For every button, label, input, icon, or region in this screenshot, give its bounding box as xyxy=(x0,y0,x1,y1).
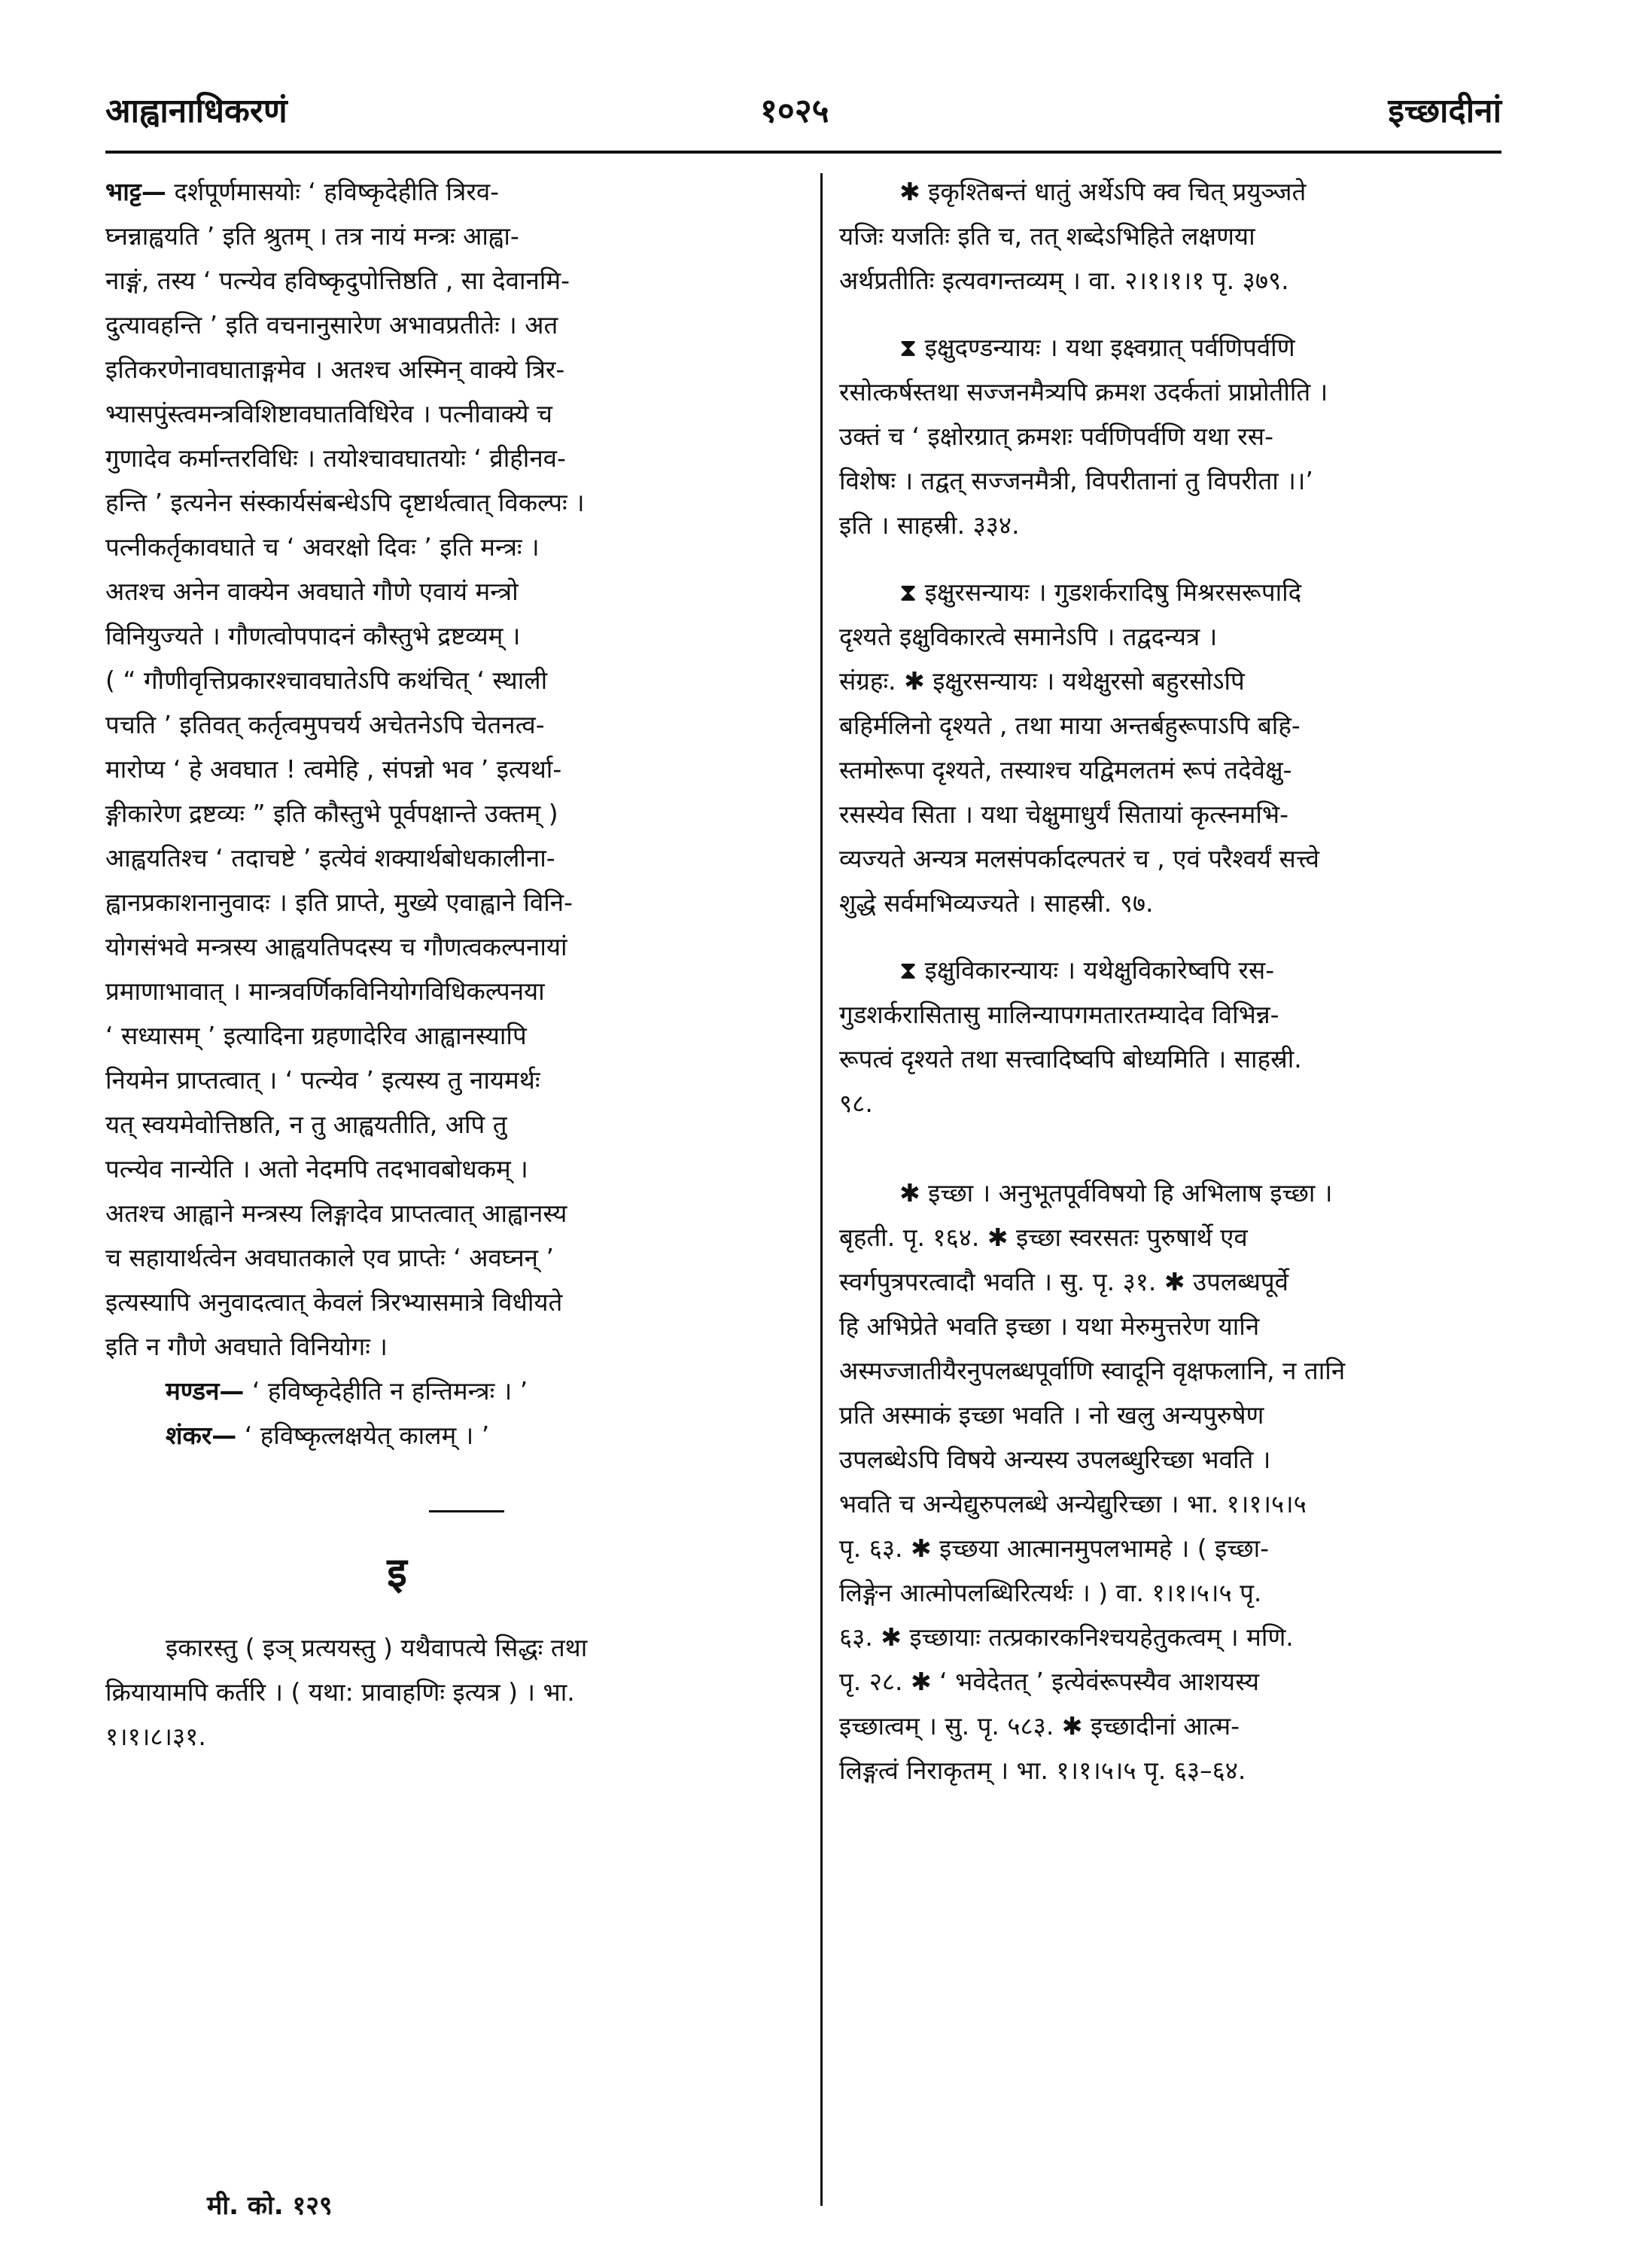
signature-mark: मी. को. १२९ xyxy=(207,2191,333,2221)
line-text: हि अभिप्रेते भवति इच्छा । यथा मेरुमुत्तरेण यानि xyxy=(839,1311,1260,1341)
text-line xyxy=(105,347,786,391)
text-line xyxy=(105,924,786,969)
text-line xyxy=(105,658,786,702)
line-text: गुडशर्करासितासु मालिन्यापगमतारतम्यादेव विभिन्न- xyxy=(839,1000,1279,1029)
text-line xyxy=(105,969,786,1013)
line-text: रूपत्वं दृश्यते तथा सत्त्वादिष्वपि बोध्यमिति । साहस्री. xyxy=(839,1044,1302,1074)
line-text: बहिर्मलिनो दृश्यते , तथा माया अन्तर्बहुरूपाऽपि बहि- xyxy=(839,711,1301,740)
line-text: ९८. xyxy=(839,1089,873,1118)
text-line xyxy=(105,1191,786,1235)
text-line xyxy=(839,1615,1520,1659)
line-text: ‘ हविष्कृत्लक्षयेत् कालम् । ’ xyxy=(244,1421,490,1450)
text-line xyxy=(105,391,786,436)
text-line xyxy=(839,258,1520,303)
text-line xyxy=(105,569,786,614)
text-line xyxy=(105,1670,786,1714)
text-line xyxy=(839,458,1520,503)
line-text: ⧗ इक्षुरसन्यायः । गुडशर्करादिषु मिश्ररसरूपादि xyxy=(899,577,1302,607)
line-text: विनियुज्यते । गौणत्वोपपादनं कौस्तुभे द्रष्टव्यम् । xyxy=(105,621,521,650)
paragraph-gap xyxy=(839,925,1520,948)
text-line xyxy=(839,836,1520,881)
line-text: नियमेन प्राप्तत्वात् । ‘ पत्न्येव ’ इत्यस्य तु नायमर्थः xyxy=(105,1065,540,1095)
line-text: इतिकरणेनावघाताङ्गमेव । अतश्च अस्मिन् वाक्ये त्रिर- xyxy=(105,355,565,384)
running-head-left: आह्वानाधिकरणं xyxy=(105,92,288,130)
text-line xyxy=(839,1437,1520,1482)
line-text: योगसंभवे मन्त्रस्य आह्वयतिपदस्य च गौणत्वकल्पनायां xyxy=(105,932,567,961)
text-line xyxy=(839,1260,1520,1304)
text-line xyxy=(105,1058,786,1102)
section-separator xyxy=(429,1510,504,1512)
text-line xyxy=(105,1413,786,1458)
text-line xyxy=(105,1235,786,1280)
text-line xyxy=(105,614,786,658)
line-text: स्वर्गपुत्रपरत्वादौ भवति । सु. पृ. ३१. ✱ उपलब्धपूर्वे xyxy=(839,1267,1288,1296)
line-text: १।१।८।३१. xyxy=(105,1722,206,1751)
line-text: स्तमोरूपा दृश्यते, तस्याश्च यद्विमलतमं रूपं तदेवेक्षु- xyxy=(839,755,1292,784)
line-text: रसस्येव सिता । यथा चेक्षुमाधुर्यं सितायां कृत्स्नमभि- xyxy=(839,800,1289,829)
text-line xyxy=(839,1393,1520,1437)
paragraph-gap xyxy=(839,1126,1520,1148)
right-column xyxy=(839,169,1520,1793)
running-head-right: इच्छादीनां xyxy=(1388,92,1501,130)
line-text: ✱ इकृश्तिबन्तं धातुं अर्थेऽपि क्व चित् प्रयुञ्जते xyxy=(899,177,1307,206)
text-line xyxy=(105,525,786,569)
line-text: नाङ्गं, तस्य ‘ पत्न्येव हविष्कृदुपोत्तिष्ठति , सा देवानमि- xyxy=(105,266,570,295)
text-line xyxy=(839,948,1520,992)
line-text: ( “ गौणीवृत्तिप्रकारश्चावघातेऽपि कथंचित् ‘ स्थाली xyxy=(105,666,548,695)
page-number: १०२५ xyxy=(760,92,829,130)
speaker-label: भाट्ट— xyxy=(105,177,166,206)
line-text: यत् स्वयमेवोत्तिष्ठति, न तु आह्वयतीति, अपि तु xyxy=(105,1110,507,1139)
line-text: इकारस्तु ( इञ् प्रत्ययस्तु ) यथैवापत्ये सिद्धः तथा xyxy=(166,1633,588,1662)
line-text: ‘ सध्यासम् ’ इत्यादिना ग्रहणादेरिव आह्वानस्यापि xyxy=(105,1021,527,1050)
text-line xyxy=(839,1704,1520,1748)
paragraph-gap xyxy=(839,547,1520,570)
line-text: बृहती. पृ. १६४. ✱ इच्छा स्वरसतः पुरुषार्थे एव xyxy=(839,1223,1248,1252)
text-line xyxy=(839,703,1520,748)
line-text: पत्नीकर्तृकावघाते च ‘ अवरक्षो दिवः ’ इति मन्त्रः । xyxy=(105,532,540,562)
text-line xyxy=(105,1147,786,1191)
line-text: संग्रहः. ✱ इक्षुरसन्यायः । यथेक्षुरसो बहुरसोऽपि xyxy=(839,666,1245,696)
text-line xyxy=(839,370,1520,414)
paragraph-gap xyxy=(839,1148,1520,1171)
line-text: लिङ्गत्वं निराकृतम् । भा. १।१।५।५ पृ. ६३–६४. xyxy=(839,1756,1246,1785)
text-line xyxy=(839,1570,1520,1615)
line-text: भवति च अन्येद्युरुपलब्धे अन्येद्युरिच्छा । भा. १।१।५।५ xyxy=(839,1489,1307,1518)
line-text: भ्यासपुंस्त्वमन्त्रविशिष्टावघातविधिरेव । पत्नीवाक्ये च xyxy=(105,399,552,428)
line-text: लिङ्गेन आत्मोपलब्धिरित्यर्थः । ) वा. १।१।५।५ पृ. xyxy=(839,1578,1262,1607)
line-text: पत्न्येव नान्येति । अतो नेदमपि तदभावबोधकम् । xyxy=(105,1154,528,1183)
text-line xyxy=(839,748,1520,792)
text-line xyxy=(105,1324,786,1369)
paragraph-gap xyxy=(839,303,1520,325)
line-text: इच्छात्वम् । सु. पृ. ५८३. ✱ इच्छादीनां आत्म- xyxy=(839,1711,1240,1741)
text-line xyxy=(839,169,1520,214)
text-line xyxy=(105,702,786,747)
text-line xyxy=(839,1215,1520,1260)
text-line xyxy=(839,570,1520,614)
line-text: ✱ इच्छा । अनुभूतपूर्वविषयो हि अभिलाष इच्छा । xyxy=(899,1178,1333,1208)
line-text: आह्वयतिश्च ‘ तदाचष्टे ’ इत्येवं शक्यार्थबोधकालीना- xyxy=(105,843,555,873)
line-text: अतश्च आह्वाने मन्त्रस्य लिङ्गादेव प्राप्तत्वात् आह्वानस्य xyxy=(105,1199,567,1228)
line-text: दर्शपूर्णमासयोः ‘ हविष्कृदेहीति त्रिरव- xyxy=(174,177,500,206)
text-line xyxy=(839,1081,1520,1126)
line-text: ङ्गीकारेण द्रष्टव्यः ” इति कौस्तुभे पूर्वपक्षान्ते उक्तम् ) xyxy=(105,799,558,828)
text-line xyxy=(839,1659,1520,1704)
text-line xyxy=(105,747,786,791)
text-line xyxy=(105,880,786,924)
line-text: अस्मज्जातीयैरनुपलब्धपूर्वाणि स्वादूनि वृक्षफलानि, न तानि xyxy=(839,1356,1346,1385)
text-line xyxy=(105,791,786,836)
text-line xyxy=(105,480,786,525)
line-text: इति न गौणे अवघाते विनियोगः । xyxy=(105,1332,388,1361)
speaker-label: शंकर— xyxy=(166,1421,237,1450)
right-column-lines xyxy=(839,169,1520,1793)
text-line xyxy=(839,881,1520,925)
left-column-lines xyxy=(105,169,786,1458)
line-text: अतश्च अनेन वाक्येन अवघाते गौणे एवायं मन्त्रो xyxy=(105,577,519,606)
line-text: घ्नन्नाह्वयति ’ इति श्रुतम् । तत्र नायं मन्त्रः आह्वा- xyxy=(105,221,519,251)
line-text: पचति ’ इतिवत् कर्तृत्वमुपचर्य अचेतनेऽपि चेतनत्व- xyxy=(105,710,545,739)
text-line xyxy=(839,1482,1520,1526)
line-text: पृ. ६३. ✱ इच्छया आत्मानमुपलभामहे । ( इच्छा- xyxy=(839,1534,1270,1563)
text-line xyxy=(839,659,1520,703)
text-line xyxy=(839,325,1520,370)
line-text: यजिः यजतिः इति च, तत् शब्देऽभिहिते लक्षणया xyxy=(839,221,1255,251)
line-text: इत्यस्यापि अनुवादत्वात् केवलं त्रिरभ्यासमात्रे विधीयते xyxy=(105,1287,563,1317)
text-line xyxy=(839,1171,1520,1215)
line-text: व्यज्यते अन्यत्र मलसंपर्कादल्पतरं च , एवं परैश्वर्यं सत्त्वे xyxy=(839,844,1319,873)
speaker-label: मण्डन— xyxy=(166,1376,245,1406)
line-text: अर्थप्रतीतिः इत्यवगन्तव्यम् । वा. २।१।१।१ पृ. ३७९. xyxy=(839,266,1289,295)
line-text: उक्तं च ‘ इक्षोरग्रात् क्रमशः पर्वणिपर्वणि यथा रस- xyxy=(839,422,1273,451)
text-line xyxy=(839,1348,1520,1393)
line-text: मारोप्य ‘ हे अवघात ! त्वमेहि , संपन्नो भव ’ इत्यर्था- xyxy=(105,754,562,784)
line-text: दुत्यावहन्ति ’ इति वचनानुसारेण अभावप्रतीतेः । अत xyxy=(105,310,558,340)
line-text: हन्ति ’ इत्यनेन संस्कार्यसंबन्धेऽपि दृष्टार्थत्वात् विकल्पः । xyxy=(105,488,585,517)
line-text: ह्वानप्रकाशनानुवादः । इति प्राप्ते, मुख्ये एवाह्वाने विनि- xyxy=(105,888,573,917)
text-line xyxy=(105,1013,786,1058)
line-text: गुणादेव कर्मान्तरविधिः । तयोश्चावघातयोः ‘ व्रीहीनव- xyxy=(105,443,566,473)
text-line xyxy=(105,1714,786,1759)
text-line xyxy=(839,414,1520,458)
text-line xyxy=(839,614,1520,659)
text-line xyxy=(839,792,1520,836)
line-text: पृ. २८. ✱ ‘ भवेदेतत् ’ इत्येवंरूपस्यैव आशयस्य xyxy=(839,1667,1260,1696)
line-text: ‘ हविष्कृदेहीति न हन्तिमन्त्रः । ’ xyxy=(251,1376,528,1406)
line-text: उपलब्धेऽपि विषये अन्यस्य उपलब्धुरिच्छा भवति । xyxy=(839,1445,1271,1474)
text-line xyxy=(105,169,786,214)
section-letter: इ xyxy=(387,1549,407,1596)
line-text: दृश्यते इक्षुविकारत्वे समानेऽपि । तद्वदन्यत्र । xyxy=(839,622,1218,651)
line-text: रसोत्कर्षस्तथा सज्जनमैत्र्यपि क्रमश उदर्कतां प्राप्नोतीति । xyxy=(839,377,1328,407)
line-text: शुद्धे सर्वमभिव्यज्यते । साहस्री. ९७. xyxy=(839,888,1154,918)
text-line xyxy=(105,1625,786,1670)
line-text: च सहायार्थत्वेन अवघातकाले एव प्राप्तेः ‘ अवघ्नन् ’ xyxy=(105,1243,554,1272)
text-line xyxy=(105,1369,786,1413)
left-column-end-lines xyxy=(105,1625,786,1759)
line-text: ६३. ✱ इच्छायाः तत्प्रकारकनिश्चयहेतुकत्वम् । मणि. xyxy=(839,1622,1294,1652)
line-text: ⧗ इक्षुदण्डन्यायः । यथा इक्ष्वग्रात् पर्वणिपर्वणि xyxy=(899,333,1295,362)
text-line xyxy=(839,503,1520,547)
line-text: प्रति अस्माकं इच्छा भवति । नो खलु अन्यपुरुषेण xyxy=(839,1400,1264,1430)
text-line xyxy=(105,1102,786,1147)
text-line xyxy=(105,258,786,303)
text-line xyxy=(839,1748,1520,1793)
text-line xyxy=(839,1037,1520,1081)
left-column xyxy=(105,169,786,1759)
header-rule xyxy=(105,151,1501,154)
line-text: विशेषः । तद्वत् सज्जनमैत्री, विपरीतानां तु विपरीता ।।’ xyxy=(839,466,1313,495)
text-line xyxy=(105,214,786,258)
text-line xyxy=(105,1280,786,1324)
text-line xyxy=(105,436,786,480)
text-line xyxy=(839,992,1520,1037)
text-line xyxy=(105,303,786,347)
line-text: ⧗ इक्षुविकारन्यायः । यथेक्षुविकारेष्वपि रस- xyxy=(899,955,1275,985)
text-line xyxy=(839,214,1520,258)
text-line xyxy=(839,1526,1520,1570)
line-text: क्रियायामपि कर्तरि । ( यथा: प्रावाहणिः इत्यत्र ) । भा. xyxy=(105,1677,575,1707)
line-text: इति । साहस्री. ३३४. xyxy=(839,510,1020,540)
text-line xyxy=(105,836,786,880)
column-divider xyxy=(820,173,823,2206)
line-text: प्रमाणाभावात् । मान्त्रवर्णिकविनियोगविधिकल्पनया xyxy=(105,976,545,1006)
text-line xyxy=(839,1304,1520,1348)
